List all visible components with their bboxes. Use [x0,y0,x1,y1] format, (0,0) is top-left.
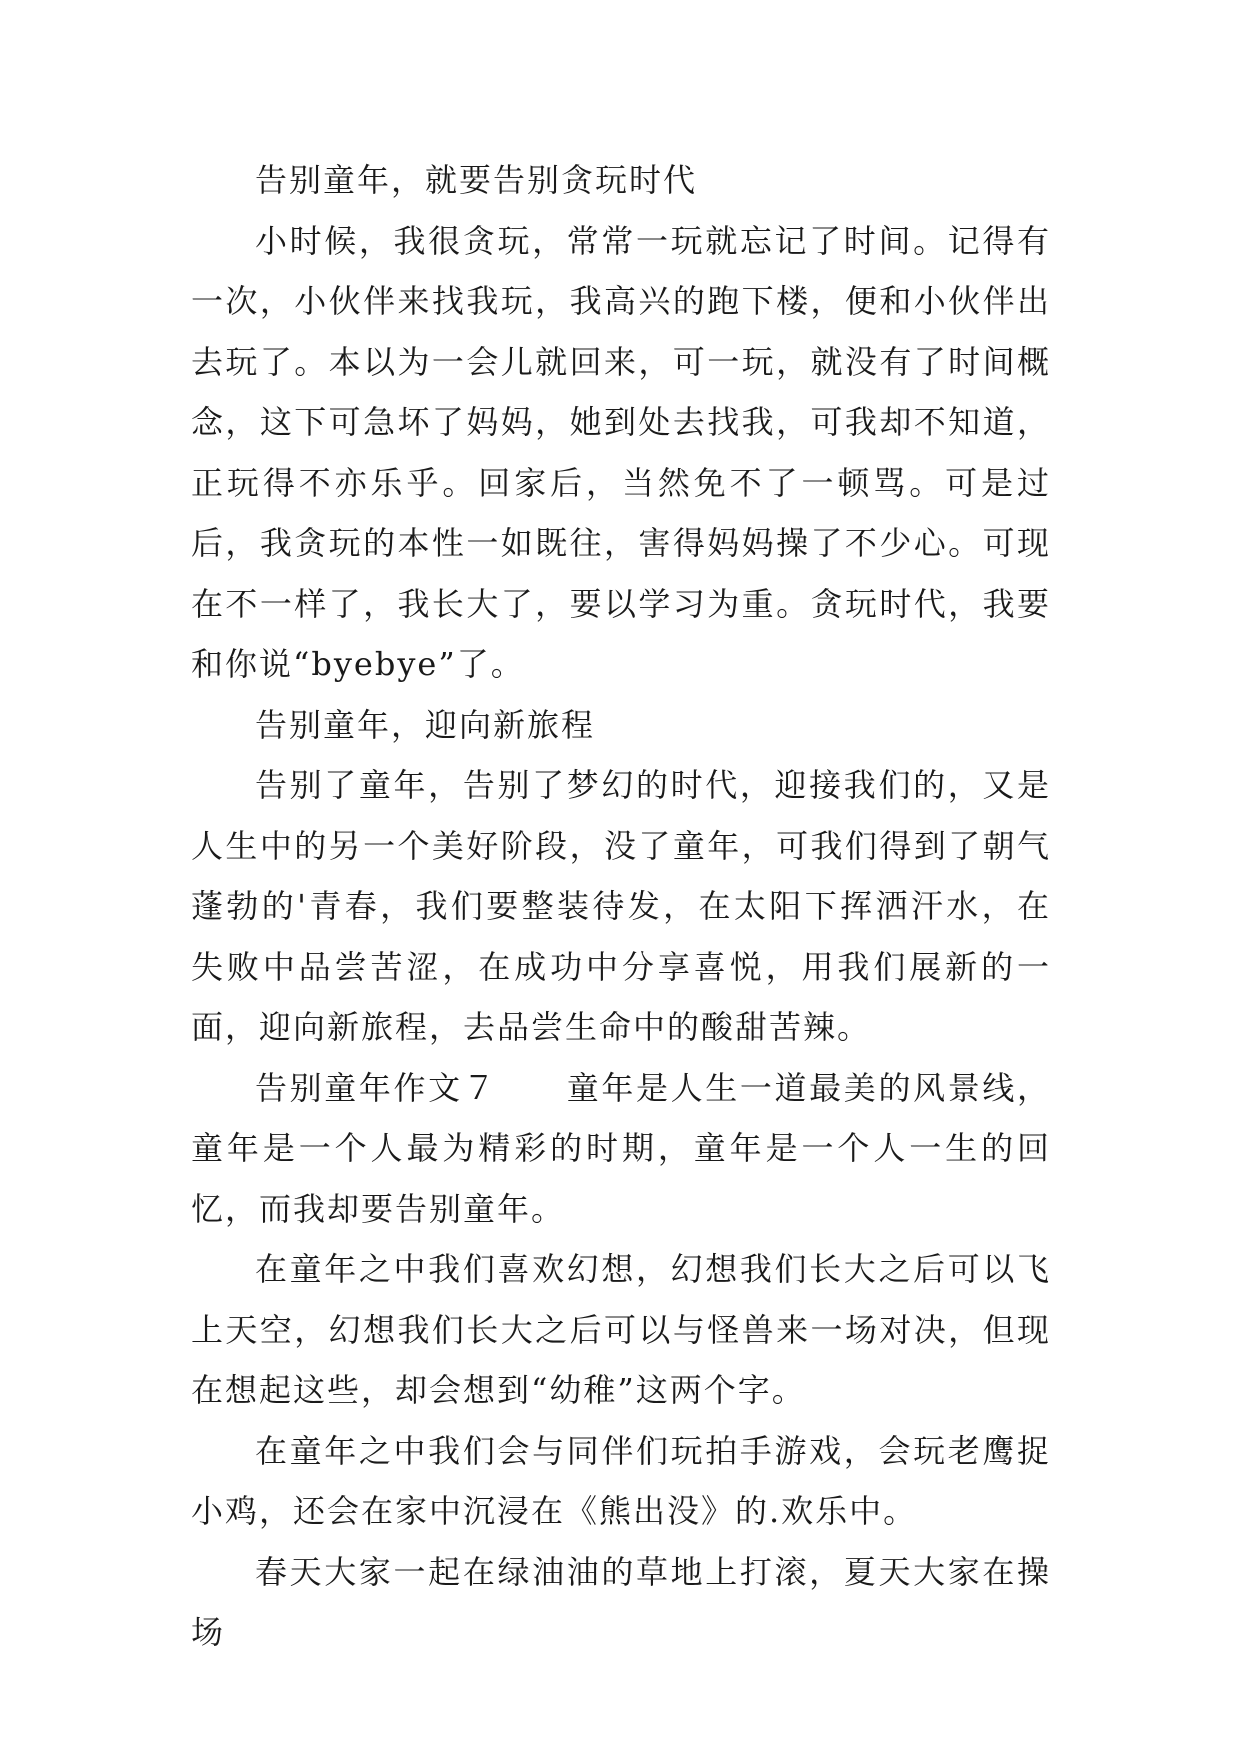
section-heading-new-journey: 告别童年，迎向新旅程 [255,705,596,744]
body-paragraph: 在童年之中我们会与同伴们玩拍手游戏，会玩老鹰捉小鸡，还会在家中沉浸在《熊出没》的.欢乐中。 [191,1431,1051,1530]
body-paragraph: 春天大家一起在绿油油的草地上打滚，夏天大家在操场 [191,1552,1051,1651]
section-heading-farewell-playful: 告别童年，就要告别贪玩时代 [255,161,698,199]
document-body [191,150,1051,1663]
body-paragraph: 在童年之中我们喜欢幻想，幻想我们长大之后可以飞上天空，幻想我们长大之后可以与怪兽来一场对决，但现在想起这些，却会想到“幼稚”这两个字。 [191,1250,1051,1409]
body-paragraph: 告别了童年，告别了梦幻的时代，迎接我们的，又是人生中的另一个美好阶段，没了童年，可我们得到了朝气蓬勃的'青春，我们要整装待发，在太阳下挥洒汗水，在失败中品尝苦涩，在成功中分享喜悦，用我们展新的一面，迎向新旅程，去品尝生命中的酸甜苦辣。 [191,766,1051,1046]
essay-7-opening-paragraph: 告别童年作文７ 童年是人生一道最美的风景线，童年是一个人最为精彩的时期，童年是一个人一生的回忆，而我却要告别童年。 [191,1068,1051,1228]
body-paragraph: 小时候，我很贪玩，常常一玩就忘记了时间。记得有一次，小伙伴来找我玩，我高兴的跑下楼，便和小伙伴出去玩了。本以为一会儿就回来，可一玩，就没有了时间概念，这下可急坏了妈妈，她到处去找我，可我却不知道，正玩得不亦乐乎。回家后，当然免不了一顿骂。可是过后，我贪玩的本性一如既往，害得妈妈操了不少心。可现在不一样了，我长大了，要以学习为重。贪玩时代，我要和你说“byebye”了。 [191,221,1051,683]
